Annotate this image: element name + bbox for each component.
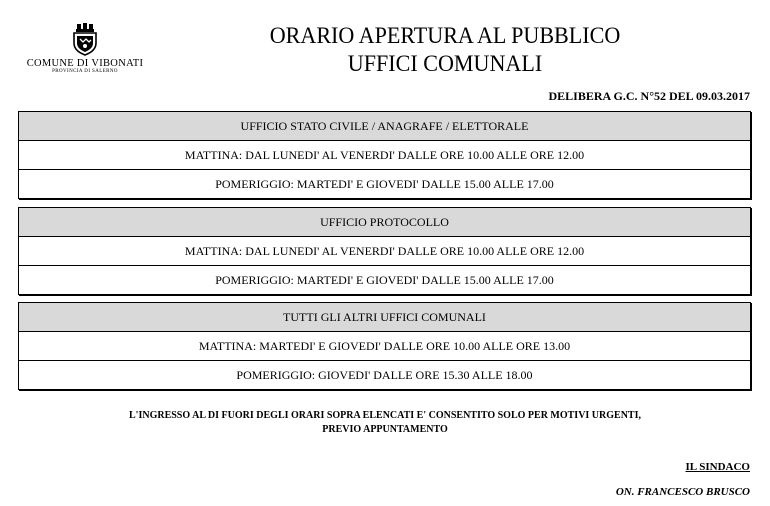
municipality-name: COMUNE DI VIBONATI: [26, 58, 144, 69]
office-heading: TUTTI GLI ALTRI UFFICI COMUNALI: [19, 303, 750, 331]
afternoon-hours: POMERIGGIO: MARTEDI' E GIOVEDI' DALLE 15.00 ALLE 17.00: [19, 265, 750, 294]
office-heading: UFFICIO STATO CIVILE / ANAGRAFE / ELETTORALE: [19, 112, 750, 140]
municipality-logo: [20, 22, 150, 74]
morning-hours: MATTINA: DAL LUNEDI' AL VENERDI' DALLE ORE 10.00 ALLE ORE 12.00: [19, 140, 750, 169]
afternoon-hours: POMERIGGIO: MARTEDI' E GIOVEDI' DALLE 15.00 ALLE 17.00: [19, 169, 750, 198]
afternoon-hours: POMERIGGIO: GIOVEDI' DALLE ORE 15.30 ALLE 18.00: [19, 360, 750, 389]
morning-hours: MATTINA: DAL LUNEDI' AL VENERDI' DALLE ORE 10.00 ALLE ORE 12.00: [19, 236, 750, 265]
morning-hours: MATTINA: MARTEDI' E GIOVEDI' DALLE ORE 10.00 ALLE ORE 13.00: [19, 331, 750, 360]
schedule-block-protocollo: [18, 207, 751, 295]
title-line-1: ORARIO APERTURA AL PUBBLICO: [269, 23, 621, 48]
schedule-block-stato-civile: [18, 111, 751, 199]
access-note: [95, 409, 675, 437]
delibera-reference: DELIBERA G.C. N°52 DEL 09.03.2017: [548, 89, 750, 103]
access-note-line-1: L'INGRESSO AL DI FUORI DEGLI ORARI SOPRA ELENCATI E' CONSENTITO SOLO PER MOTIVI URGENTI,: [129, 410, 641, 421]
signature-title: IL SINDACO: [685, 461, 750, 473]
office-heading: UFFICIO PROTOCOLLO: [19, 208, 750, 236]
province-name: PROVINCIA DI SALERNO: [52, 69, 118, 74]
page-title: [210, 22, 680, 78]
schedule-block-altri-uffici: [18, 302, 751, 390]
coat-of-arms-icon: [71, 22, 99, 56]
title-line-2: UFFICI COMUNALI: [347, 51, 543, 76]
signature-name: ON. FRANCESCO BRUSCO: [615, 486, 750, 498]
access-note-line-2: PREVIO APPUNTAMENTO: [322, 424, 448, 435]
